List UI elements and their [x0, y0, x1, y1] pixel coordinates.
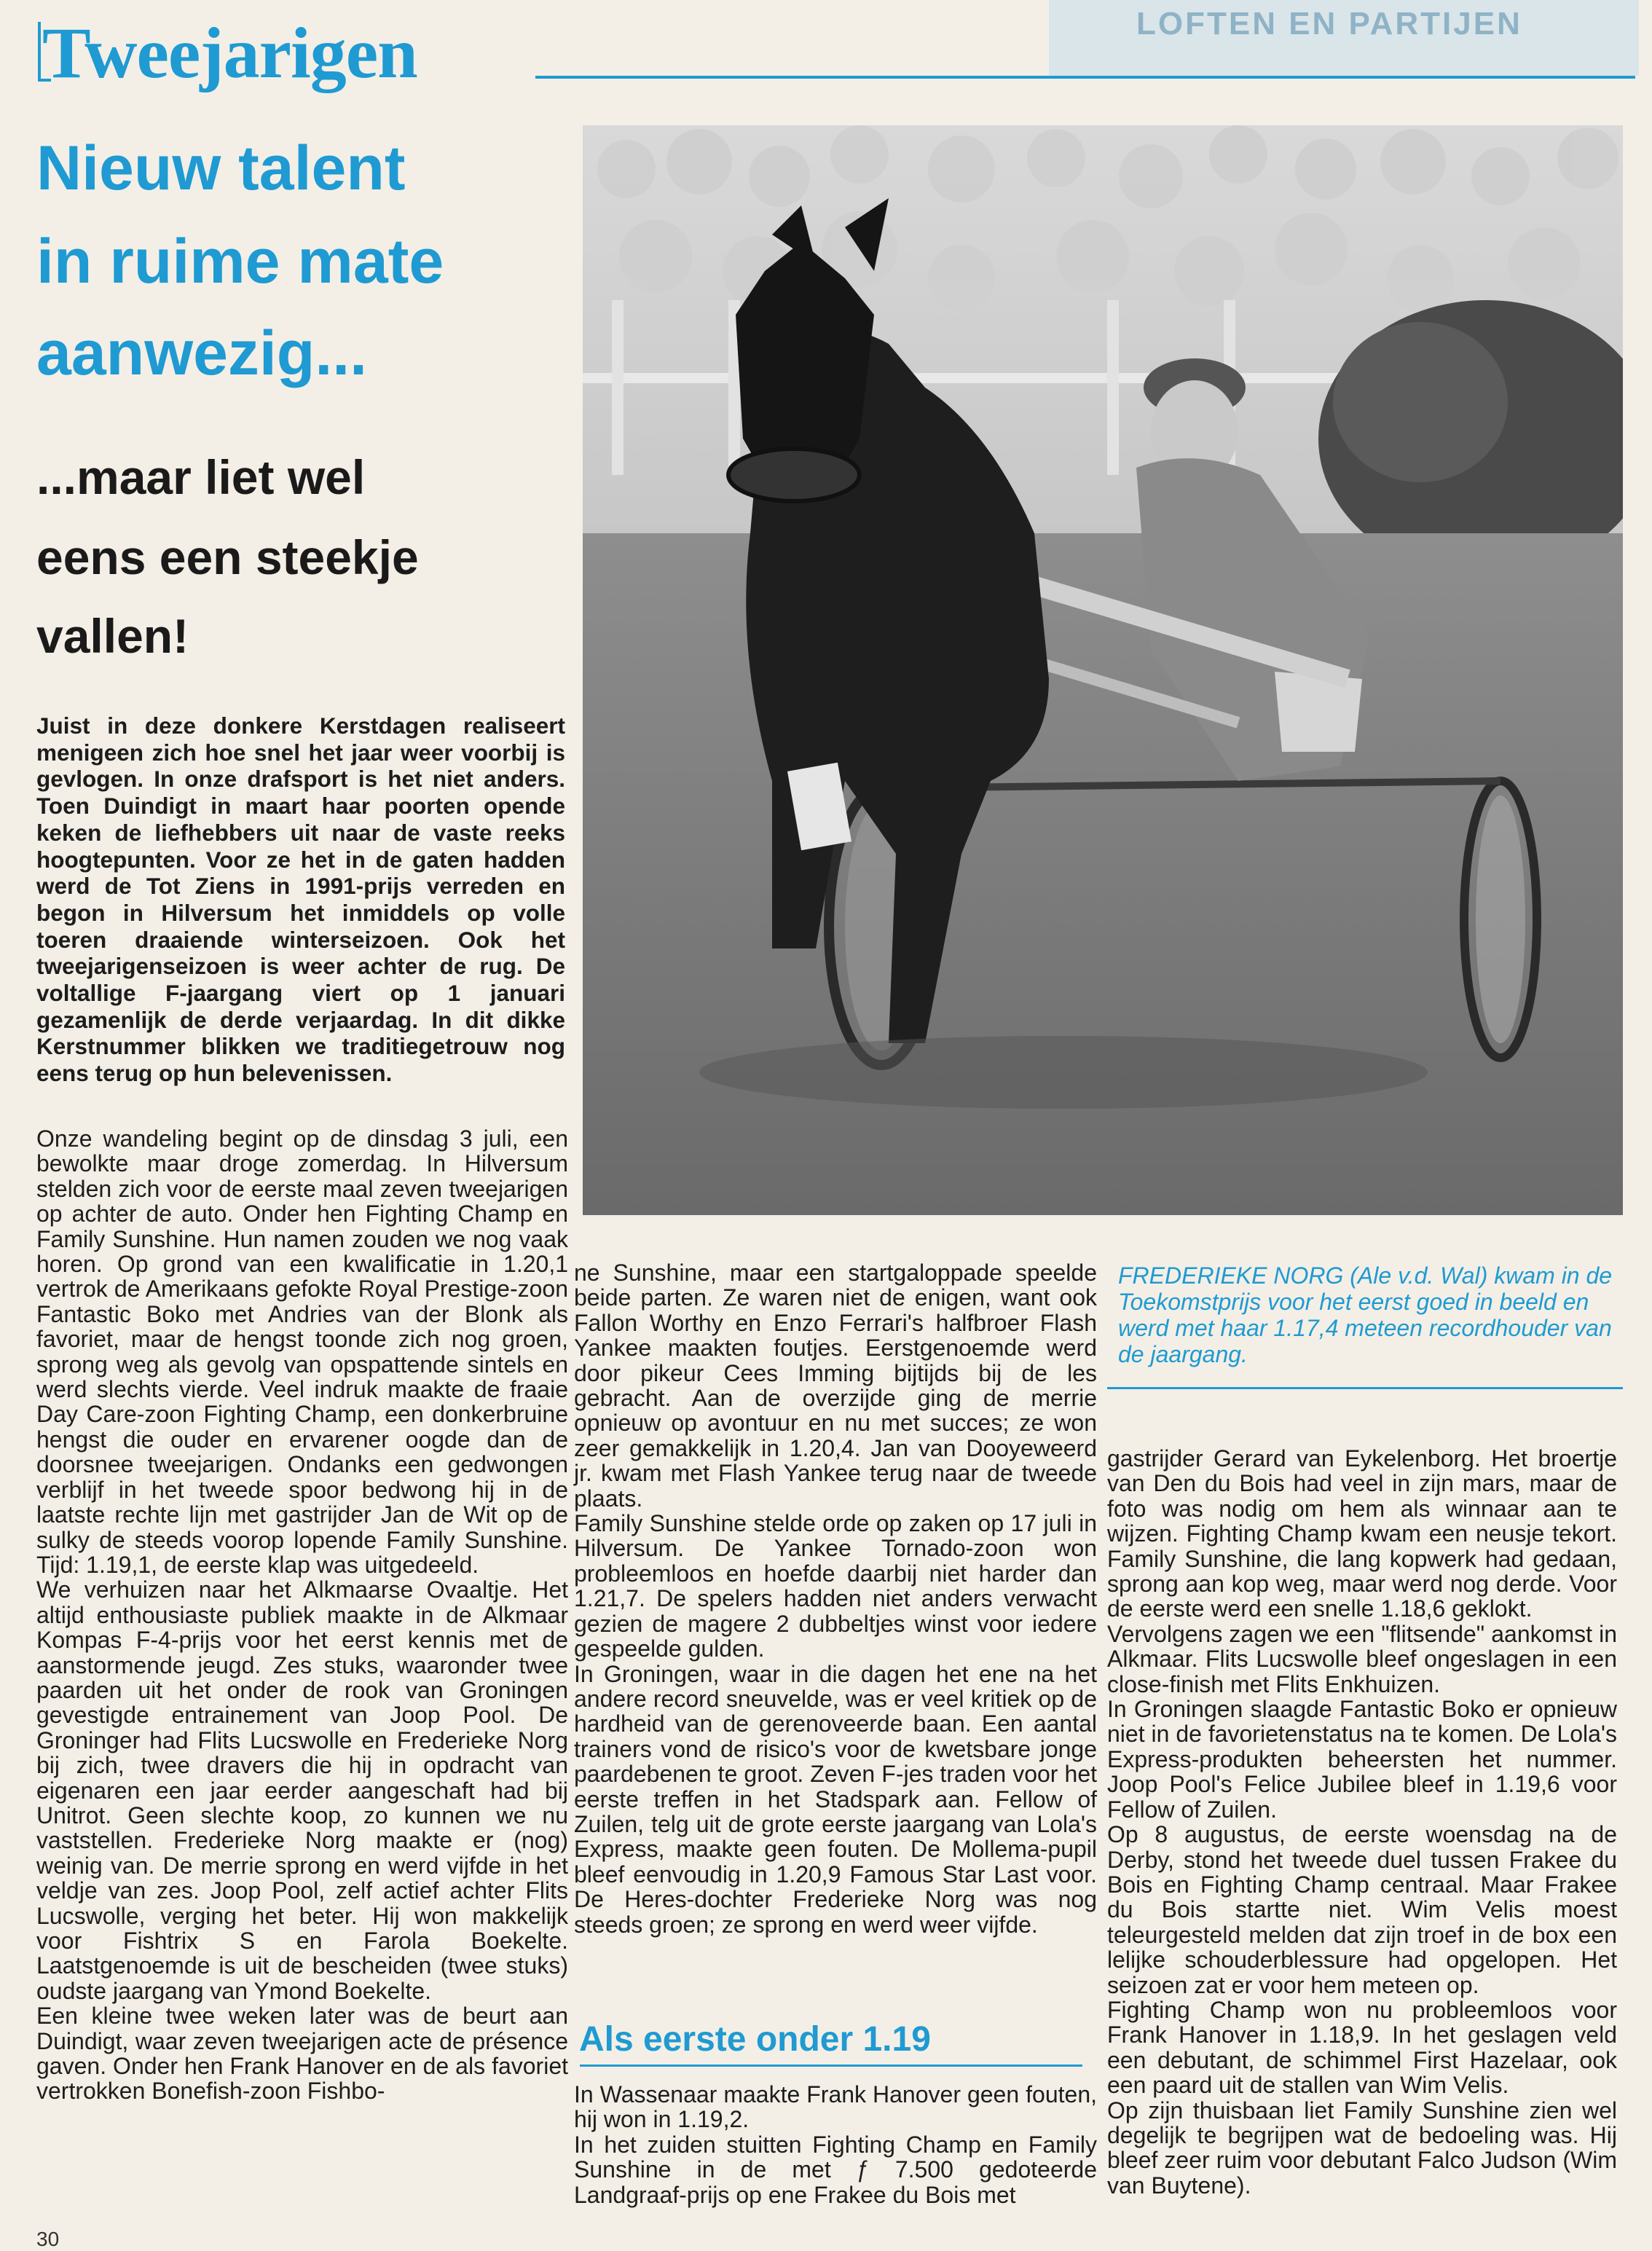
headline-line-3: aanwezig... [36, 318, 368, 388]
article-subheading: Als eerste onder 1.19 [579, 2020, 931, 2059]
harness-racing-photo-illustration [583, 125, 1623, 1215]
article-column-1 [36, 1126, 568, 2104]
paragraph: Een kleine twee weken later was de beurt aan Duindigt, waar zeven tweejarigen acte de présence gaven. Onder hen Frank Hanover en de als favoriet vertrokken Bonefish-zoon Fishbo- [36, 2003, 568, 2105]
paragraph: ne Sunshine, maar een startgaloppade speelde beide parten. Ze waren niet de enigen, want ook Fallon Worthy en Enzo Ferrari's halfbroer Flash Yankee maakten foutjes. Eerstgenoemde werd door pikeur Cees Imming bijtijds bij de les gebracht. Aan de overzijde ging de merrie opnieuw op avontuur en nu met succes; ze won zeer gemakkelijk in 1.20,4. Jan van Dooyeweerd jr. kwam met Flash Yankee terug naar de tweede plaats. [574, 1260, 1097, 1512]
subhead-line-3: vallen! [36, 609, 189, 663]
section-title: Tweejarigen [42, 12, 417, 93]
paragraph: Family Sunshine stelde orde op zaken op 17 juli in Hilversum. De Yankee Tornado-zoon won probleemloos en hoefde daarbij niet harder dan 1.21,7. De spelers hadden niet anders verwacht gezien de magere 2 dubbeltjes winst voor iedere gespeelde gulden. [574, 1510, 1097, 1662]
paragraph: gastrijder Gerard van Eykelenborg. Het broertje van Den du Bois had veel in zijn mars, maar de foto was nodig om hem als winnaar aan te wijzen. Fighting Champ kwam een neusje tekort. Family Sunshine, die lang kopwerk had gedaan, sprong aan kop weg, maar werd nog derde. Voor de eerste werd een snelle 1.18,6 geklokt. [1107, 1445, 1617, 1622]
paragraph: Onze wandeling begint op de dinsdag 3 juli, een bewolkte maar droge zomerdag. In Hilversum stelden zich voor de eerste maal zeven tweejarigen op achter de auto. Onder hen Fighting Champ en Family Sunshine. Hun namen zouden we nog vaak horen. Op grond van een kwalificatie in 1.20,1 vertrok de Amerikaans gefokte Royal Prestige-zoon Fantastic Boko met Andries van der Blonk als favoriet, maar de hengst toonde zich nog groen, sprong weg als gevolg van opspattende sintels en werd slechts vierde. Veel indruk maakte de fraaie Day Care-zoon Fighting Champ, een donkerbruine hengst die ouder en ervarener oogde dan de doorsnee tweejarigen. Ondanks een gedwongen verblijf in het tweede spoor bedwong hij in de laatste rechte lijn met gastrijder Jan de Wit op de sulky de steeds voorop lopende Family Sunshine. Tijd: 1.19,1, de eerste klap was uitgedeeld. [36, 1126, 568, 1578]
paragraph: Op zijn thuisbaan liet Family Sunshine zien wel degelijk te begrijpen wat de bedoeling was. Hij bleef zeer ruim voor debutant Falco Judson (Wim van Buytene). [1107, 2097, 1617, 2199]
paragraph: Vervolgens zagen we een "flitsende" aankomst in Alkmaar. Flits Lucswolle bleef ongeslagen in een close-finish met Flits Enkhuizen. [1107, 1620, 1617, 1697]
caption-rule [1107, 1387, 1623, 1389]
subhead-line-2: eens een steekje [36, 530, 419, 584]
page-number: 30 [36, 2228, 60, 2250]
headline-line-2: in ruime mate [36, 227, 444, 296]
paragraph: In Wassenaar maakte Frank Hanover geen fouten, hij won in 1.19,2. [574, 2081, 1097, 2133]
article-column-3 [1107, 1446, 1617, 2198]
section-title-rule [535, 76, 1635, 79]
paragraph: In Groningen slaagde Fantastic Boko er opnieuw niet in de favorietenstatus na te komen. De Lola's Express-produkten beheersten het nummer. Joop Pool's Felice Jubilee bleef in 1.19,6 voor Fellow of Zuilen. [1107, 1696, 1617, 1823]
paragraph: We verhuizen naar het Alkmaarse Ovaaltje. Het altijd enthousiaste publiek maakte in de Alkmaar Kompas F-4-prijs voor het eerst kennis met de aanstormende jeugd. Zes stuks, waaronder twee paarden uit het onder de rook van Groningen gevestigde entrainement van Joop Pool. De Groninger had Flits Lucswolle en Frederieke Norg bij zich, twee dravers die hij in opdracht van eigenaren een jaar eerder aangeschaft had bij Unitrot. Geen slechte koop, zo kunnen we nu vaststellen. Frederieke Norg maakte er (nog) weinig van. De merrie sprong en werd vijfde in het veldje van zes. Joop Pool, zelf actief achter Flits Lucswolle, verging het beter. Hij won makkelijk voor Fishtrix S en Farola Boekelte. Laatstgenoemde is uit de bescheiden (twee stuks) oudste jaargang van Ymond Boekelte. [36, 1576, 568, 2004]
intro-paragraph: Juist in deze donkere Kerstdagen realiseert menigeen zich hoe snel het jaar weer voorbij is gevlogen. In onze drafsport is het niet anders. Toen Duindigt in maart haar poorten opende keken de liefhebbers uit naar de vaste reeks hoogtepunten. Voor ze het in de gaten hadden werd de Tot Ziens in 1991-prijs verreden en begon in Hilversum het inmiddels op volle toeren draaiende winterseizoen. Ook het tweejarigenseizoen is weer achter de rug. De voltallige F-jaargang viert op 1 januari gezamenlijk de derde verjaardag. In dit dikke Kerstnummer blikken we traditiegetrouw nog eens terug op hun belevenissen. [36, 712, 565, 1087]
subheading-rule [580, 2065, 1082, 2067]
subhead-line-1: ...maar liet wel [36, 450, 366, 504]
headline-line-1: Nieuw talent [36, 133, 406, 203]
paragraph: Op 8 augustus, de eerste woensdag na de Derby, stond het tweede duel tussen Frakee du Bois en Fighting Champ centraal. Maar Frakee du Bois startte niet. Wim Velis moest teleurgesteld melden dat zijn troef in de box een lelijke schouderblessure had opgelopen. Het seizoen zat er voor hem meteen op. [1107, 1821, 1617, 1998]
photo-caption: FREDERIEKE NORG (Ale v.d. Wal) kwam in de Toekomstprijs voor het eerst goed in beeld en werd met haar 1.17,4 meteen recordhouder van de jaargang. [1118, 1262, 1613, 1367]
article-column-2-continued [574, 2082, 1097, 2207]
harness-racing-photo [583, 125, 1623, 1215]
paragraph: In het zuiden stuitten Fighting Champ en Family Sunshine in de met ƒ 7.500 gedoteerde Landgraaf-prijs op ene Frakee du Bois met [574, 2131, 1097, 2208]
paragraph: Fighting Champ won nu probleemloos voor Frank Hanover in 1.18,9. In het geslagen veld een debutant, de schimmel First Hazelaar, ook een paard uit de stallen van Wim Velis. [1107, 1996, 1617, 2099]
article-column-2 [574, 1260, 1097, 1937]
adjacent-page-header-text: LOFTEN EN PARTIJEN [1136, 6, 1522, 42]
paragraph: In Groningen, waar in die dagen het ene na het andere record sneuvelde, was er veel kritiek op de hardheid van de gerenoveerde baan. Een aantal trainers vond de risico's voor de kwetsbare jonge paardebenen te groot. Zeven F-jes traden voor het eerste treffen in het Stadspark aan. Fellow of Zuilen, telg uit de grote eerste jaargang van Lola's Express, maakte geen fouten. De Mollema-pupil bleef eenvoudig in 1.20,9 Famous Star Last voor. De Heres-dochter Frederieke Norg was nog steeds groen; ze sprong en werd weer vijfde. [574, 1660, 1097, 1938]
